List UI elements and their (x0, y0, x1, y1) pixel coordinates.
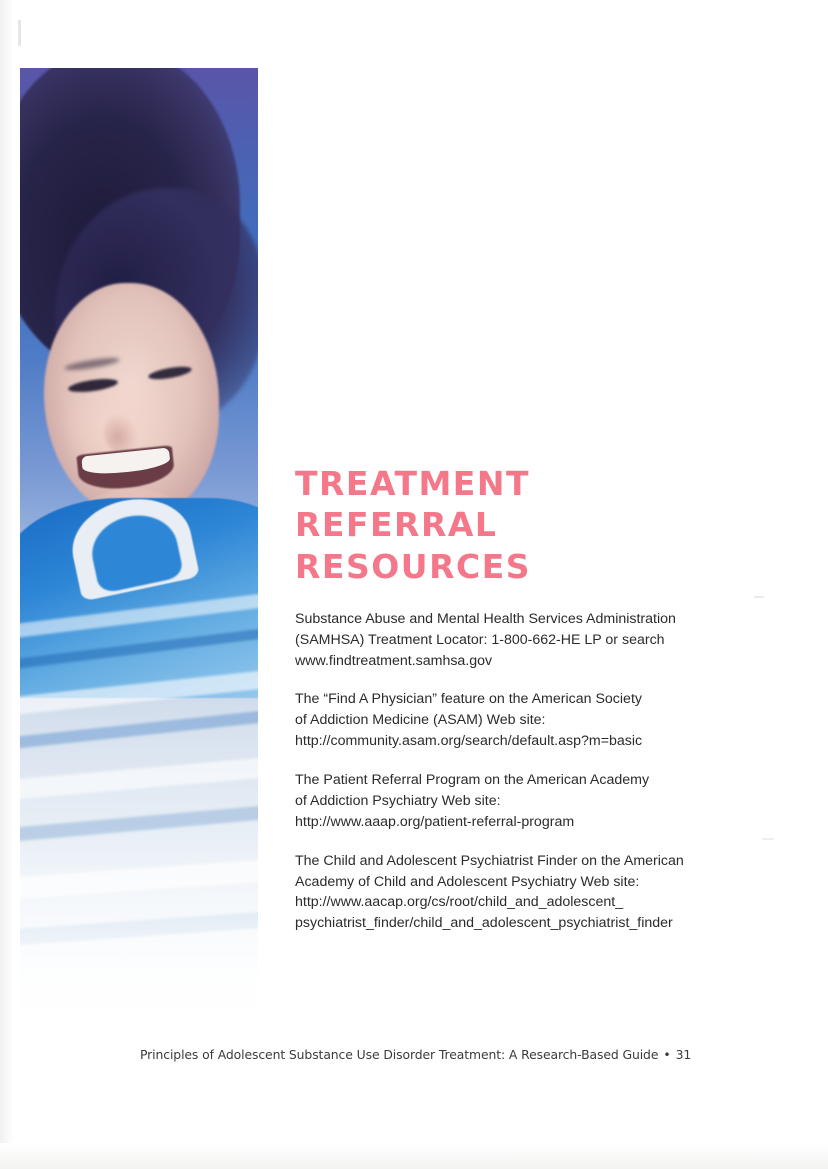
resource-line: The “Find A Physician” feature on the American Society (295, 691, 642, 708)
content-column (295, 463, 765, 952)
resource-line: (SAMHSA) Treatment Locator: 1-800-662-HE LP or search (295, 631, 665, 648)
footer-title: Principles of Adolescent Substance Use Disorder Treatment: A Research-Based Guide (140, 1047, 659, 1062)
samhsa-resource (295, 609, 765, 672)
page-footer (140, 1047, 760, 1062)
resource-line: The Patient Referral Program on the American Academy (295, 772, 650, 788)
aacap-resource (295, 851, 765, 935)
resource-line: of Addiction Medicine (ASAM) Web site: (295, 712, 546, 729)
photo-bottom-fade (20, 836, 258, 1036)
resource-url: psychiatrist_finder/child_and_adolescent_psychiatrist_finder (295, 915, 673, 932)
resource-url: www.findtreatment.samhsa.gov (295, 652, 493, 669)
resource-line: Academy of Child and Adolescent Psychiatry Web site: (295, 873, 640, 890)
scan-edge-left (0, 0, 14, 1169)
page-title-line-1: TREATMENT (295, 464, 530, 503)
resource-url: http://www.aaap.org/patient-referral-program (295, 813, 575, 830)
footer-separator: • (663, 1047, 671, 1062)
scan-edge-bottom (0, 1143, 828, 1169)
page-title-line-2: REFERRAL (295, 505, 498, 545)
page-title-line-3: RESOURCES (295, 546, 532, 586)
aaap-resource (295, 770, 765, 833)
resource-line: Substance Abuse and Mental Health Services Administration (295, 610, 676, 627)
resource-url: http://community.asam.org/search/default.asp?m=basic (295, 733, 643, 750)
photo-nose (104, 413, 138, 453)
page-title (295, 463, 765, 587)
page-number: 31 (675, 1047, 692, 1062)
resource-line: of Addiction Psychiatry Web site: (295, 792, 501, 809)
asam-resource (295, 689, 765, 752)
resource-line: The Child and Adolescent Psychiatrist Finder on the American (295, 852, 684, 869)
smiling-teen-photo (20, 68, 258, 1036)
resource-url: http://www.aacap.org/cs/root/child_and_adolescent_ (295, 894, 624, 911)
scan-artifact-top-left (18, 20, 21, 46)
